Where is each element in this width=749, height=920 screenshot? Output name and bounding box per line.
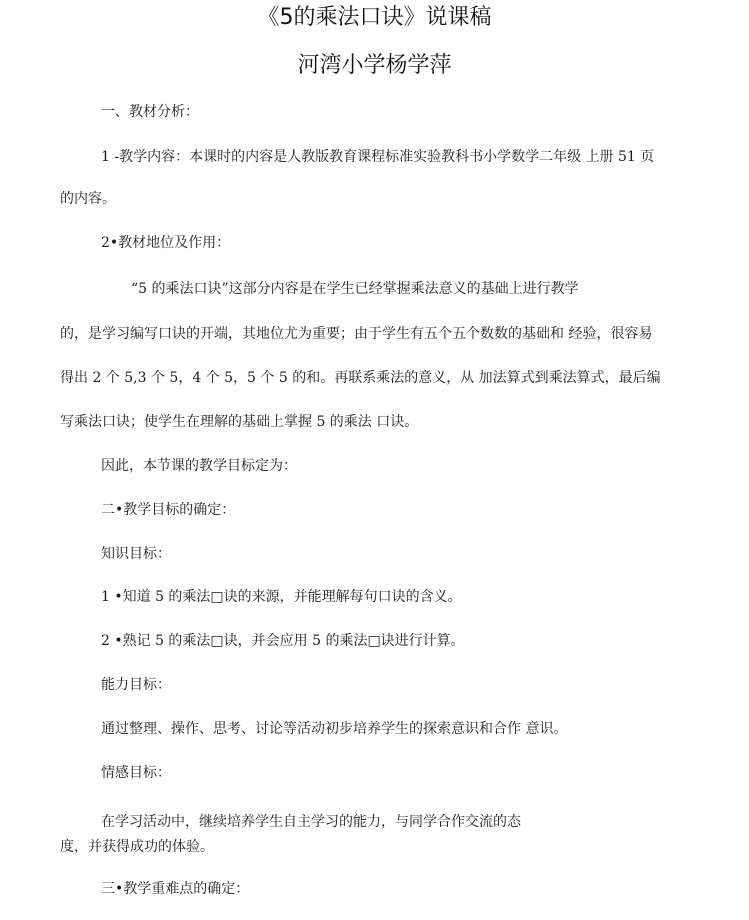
subheading-material-position: 2•教材地位及作用： xyxy=(101,235,231,251)
paragraph-line: 度，并获得成功的体验。 xyxy=(60,839,214,855)
subheading-ability-goals: 能力目标： xyxy=(101,677,171,693)
paragraph-line: 因此，本节课的教学目标定为： xyxy=(101,458,297,474)
paragraph-line: 在学习活动中，继续培养学生自主学习的能力，与同学合作交流的态 xyxy=(101,814,521,830)
paragraph-line: 得出 2 个 5,3 个 5，4 个 5，5 个 5 的和。再联系乘法的意义，从 加法算式到乘法算式，最后编 xyxy=(60,370,661,386)
document-author: 河湾小学杨学萍 xyxy=(297,53,452,78)
paragraph-line: 1 -教学内容：本课时的内容是人教版教育课程标准实验教科书小学数学二年级 上册 51 页 xyxy=(101,149,655,165)
paragraph-line: 写乘法口诀；使学生在理解的基础上掌握 5 的乘法 口诀。 xyxy=(60,414,419,430)
section-heading-teaching-material-analysis: 一、教材分析： xyxy=(101,104,199,120)
paragraph-line: “5 的乘法口诀”这部分内容是在学生已经掌握乘法意义的基础上进行教学 xyxy=(131,281,579,297)
paragraph-line: 的，是学习编写口诀的开端，其地位尤为重要；由于学生有五个五个数数的基础和 经验，很容易 xyxy=(60,326,653,342)
document-title: 《5的乘法口诀》说课稿 xyxy=(257,5,492,30)
list-item: 2 •熟记 5 的乘法□诀，并会应用 5 的乘法□诀进行计算。 xyxy=(101,633,465,649)
paragraph-line: 通过整理、操作、思考、讨论等活动初步培养学生的探索意识和合作 意识。 xyxy=(101,721,568,737)
subheading-emotional-goals: 情感目标： xyxy=(101,765,171,781)
subheading-knowledge-goals: 知识目标： xyxy=(101,546,171,562)
paragraph-line: 的内容。 xyxy=(60,191,116,207)
section-heading-key-points: 三•教学重难点的确定： xyxy=(101,881,250,897)
list-item: 1 •知道 5 的乘法□诀的来源，并能理解每句口诀的含义。 xyxy=(101,589,462,605)
section-heading-teaching-goals: 二•教学目标的确定： xyxy=(101,502,236,518)
